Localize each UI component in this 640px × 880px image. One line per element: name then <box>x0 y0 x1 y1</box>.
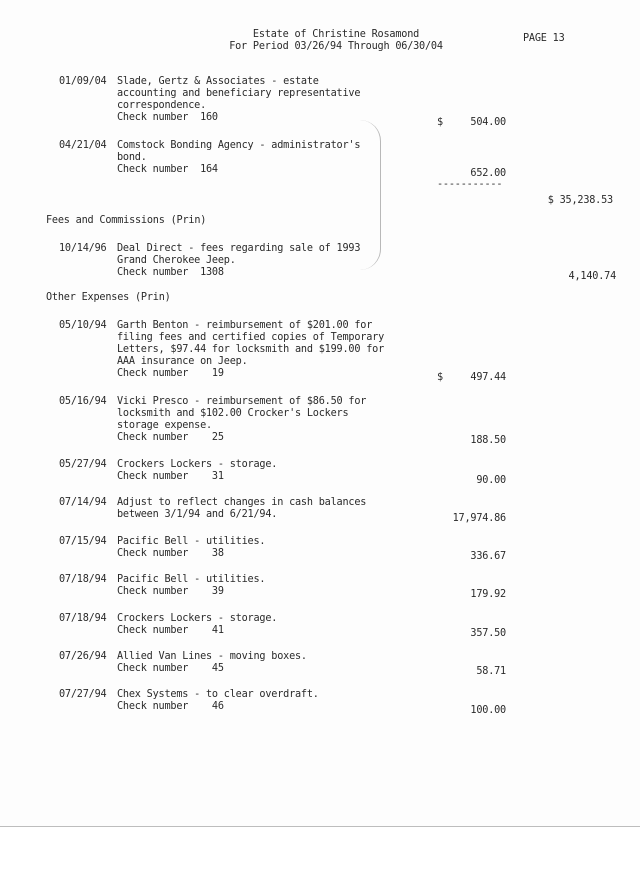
entry-line: filing fees and certified copies of Temporary <box>117 332 385 343</box>
entry-check: Check number 31 <box>117 471 224 482</box>
page-number: PAGE 13 <box>523 33 565 44</box>
entry-line: storage expense. <box>117 420 212 431</box>
entry-line: Chex Systems - to clear overdraft. <box>117 689 319 700</box>
entry-line: bond. <box>117 152 147 163</box>
entry-line: Letters, $97.44 for locksmith and $199.00 for <box>117 344 385 355</box>
entry-check: Check number 38 <box>117 548 224 559</box>
entry-line: Pacific Bell - utilities. <box>117 574 266 585</box>
entry-line: accounting and beneficiary representative <box>117 88 361 99</box>
entry-check: Check number 1308 <box>117 267 224 278</box>
dollar-sign: $ <box>437 372 444 383</box>
entry-date: 10/14/96 <box>59 243 107 254</box>
entry-amount: 100.00 <box>470 705 506 716</box>
entry-date: 01/09/04 <box>59 76 107 87</box>
entry-line: correspondence. <box>117 100 207 111</box>
entry-line: Deal Direct - fees regarding sale of 1993 <box>117 243 361 254</box>
entry-line: Vicki Presco - reimbursement of $86.50 for <box>117 396 367 407</box>
entry-line: Allied Van Lines - moving boxes. <box>117 651 307 662</box>
entry-amount: 179.92 <box>470 589 506 600</box>
entry-line: Crockers Lockers - storage. <box>117 613 278 624</box>
entry-date: 04/21/04 <box>59 140 107 151</box>
entry-amount: 652.00 <box>470 168 506 179</box>
entry-check: Check number 164 <box>117 164 218 175</box>
entry-amount: 90.00 <box>476 475 506 486</box>
entry-date: 05/10/94 <box>59 320 107 331</box>
entry-line: Pacific Bell - utilities. <box>117 536 266 547</box>
entry-check: Check number 41 <box>117 625 224 636</box>
entry-amount: 357.50 <box>470 628 506 639</box>
entry-line: Crockers Lockers - storage. <box>117 459 278 470</box>
entry-check: Check number 39 <box>117 586 224 597</box>
estate-title: Estate of Christine Rosamond <box>252 29 420 40</box>
fees-amount: 4,140.74 <box>568 271 616 282</box>
entry-date: 07/15/94 <box>59 536 107 547</box>
entry-check: Check number 160 <box>117 112 218 123</box>
entry-amount: 58.71 <box>476 666 506 677</box>
entry-check: Check number 25 <box>117 432 224 443</box>
entry-date: 05/16/94 <box>59 396 107 407</box>
entry-amount: 497.44 <box>470 372 506 383</box>
entry-amount: 504.00 <box>470 117 506 128</box>
entry-check: Check number 46 <box>117 701 224 712</box>
entry-date: 07/14/94 <box>59 497 107 508</box>
section-heading-fees: Fees and Commissions (Prin) <box>46 215 207 226</box>
scan-artifact-line <box>360 120 381 270</box>
entry-date: 05/27/94 <box>59 459 107 470</box>
entry-amount: 188.50 <box>470 435 506 446</box>
entry-check: Check number 19 <box>117 368 224 379</box>
entry-date: 07/18/94 <box>59 613 107 624</box>
entry-amount: 17,974.86 <box>452 513 506 524</box>
entry-line: locksmith and $102.00 Crocker's Lockers <box>117 408 349 419</box>
entry-line: AAA insurance on Jeep. <box>117 356 248 367</box>
entry-date: 07/18/94 <box>59 574 107 585</box>
subtotal-amount: $ 35,238.53 <box>547 195 613 206</box>
entry-line: Grand Cherokee Jeep. <box>117 255 236 266</box>
separator-dashes: ----------- <box>437 179 503 190</box>
section-heading-other: Other Expenses (Prin) <box>46 292 171 303</box>
entry-line: Comstock Bonding Agency - administrator's <box>117 140 361 151</box>
entry-check: Check number 45 <box>117 663 224 674</box>
entry-line: between 3/1/94 and 6/21/94. <box>117 509 278 520</box>
entry-line: Garth Benton - reimbursement of $201.00 for <box>117 320 373 331</box>
entry-date: 07/27/94 <box>59 689 107 700</box>
entry-date: 07/26/94 <box>59 651 107 662</box>
entry-line: Slade, Gertz & Associates - estate <box>117 76 319 87</box>
dollar-sign: $ <box>437 117 444 128</box>
entry-amount: 336.67 <box>470 551 506 562</box>
entry-line: Adjust to reflect changes in cash balances <box>117 497 367 508</box>
period-subtitle: For Period 03/26/94 Through 06/30/04 <box>229 41 443 52</box>
